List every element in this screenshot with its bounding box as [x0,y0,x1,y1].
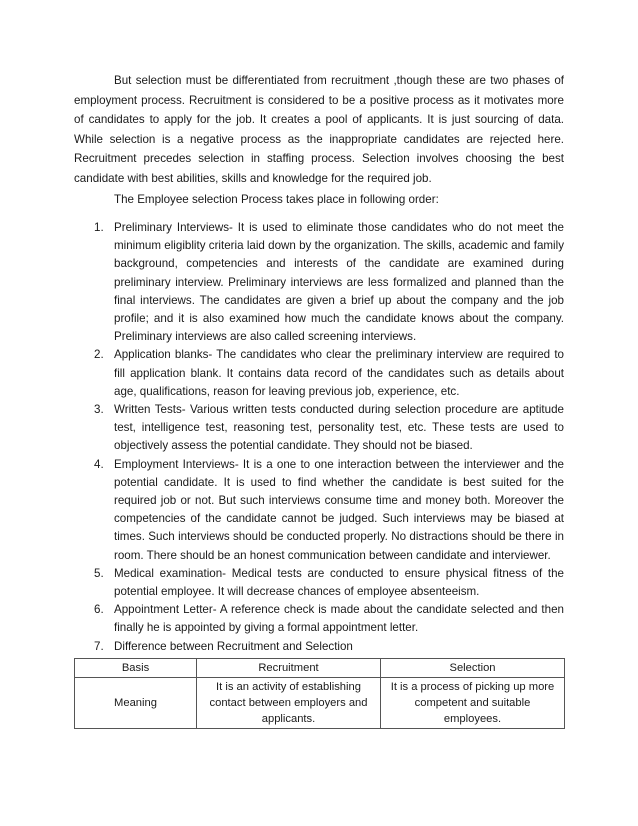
list-item [74,638,564,656]
table-cell: It is a process of picking up more competent and suitable employees. [381,678,565,729]
list-number: 5. [94,566,104,580]
list-item [74,346,564,401]
list-text: Written Tests- Various written tests conducted during selection procedure are aptitude test, intelligence test, reasoning test, personality test, etc. These tests are used to objectively assess the potential candidate. They should not be biased. [114,403,564,453]
table-cell: It is an activity of establishing contact between employers and applicants. [197,678,381,729]
process-intro: The Employee selection Process takes place in following order: [114,193,439,206]
table-header-row [75,659,565,678]
list-text: Employment Interviews- It is a one to one interaction between the interviewer and the potential candidate. It is used to find whether the candidate is best suited for the required job or not. But such interviews consume time and money both. Moreover the competencies of the candidate cannot be judged. Such interviews may be biased at times. Such interviews should be conducted properly. No distractions should be there in room. There should be an honest communication between candidate and interviewer. [114,457,564,562]
list-item [74,601,564,637]
list-item [74,456,564,565]
list-text: Difference between Recruitment and Selection [114,639,353,653]
table-cell: Meaning [75,678,197,729]
list-item [74,565,564,601]
list-number: 7. [94,639,104,653]
list-number: 1. [94,221,104,234]
list-text: Appointment Letter- A reference check is made about the candidate selected and then finally he is appointed by giving a formal appointment letter. [114,603,564,635]
list-text: Medical examination- Medical tests are conducted to ensure physical fitness of the potential employee. It will decrease chances of employee absenteeism. [114,566,564,599]
table-header: Selection [381,659,565,678]
list-number: 2. [94,348,104,362]
table-row [75,678,565,729]
table-header: Basis [75,659,197,678]
list-item [74,401,564,456]
list-text: Preliminary Interviews- It is used to eliminate those candidates who do not meet the minimum eligiblity criteria laid down by the organization. The skills, academic and family background, competencies and interests of the candidate are examined during preliminary interview. Preliminary interviews are less formalized and planned than the final interviews. The candidates are given a brief up about the company and the job profile; and it is also examined how much the candidate knows about the company. Preliminary interviews are also called screening interviews. [114,221,564,344]
selection-steps-list [74,219,564,656]
intro-paragraph: But selection must be differentiated from recruitment ,though these are two phases of employment process. Recruitment is considered to be a positive process as it motivates more of candidates to apply for the job. It creates a pool of applicants. It is just sourcing of data. While selection is a negative process as the inappropriate candidates are rejected here. Recruitment precedes selection in staffing process. Selection involves choosing the best candidate with best abilities, skills and knowledge for the required job. [74,74,564,185]
table-header: Recruitment [197,659,381,678]
comparison-table [74,658,565,729]
list-number: 4. [94,457,104,471]
list-number: 6. [94,603,104,617]
list-text: Application blanks- The candidates who clear the preliminary interview are required to fill application blank. It contains data record of the candidates such as details about age, qualifications, reason for leaving previous job, experience, etc. [114,348,564,398]
list-item [74,219,564,346]
list-number: 3. [94,403,104,417]
